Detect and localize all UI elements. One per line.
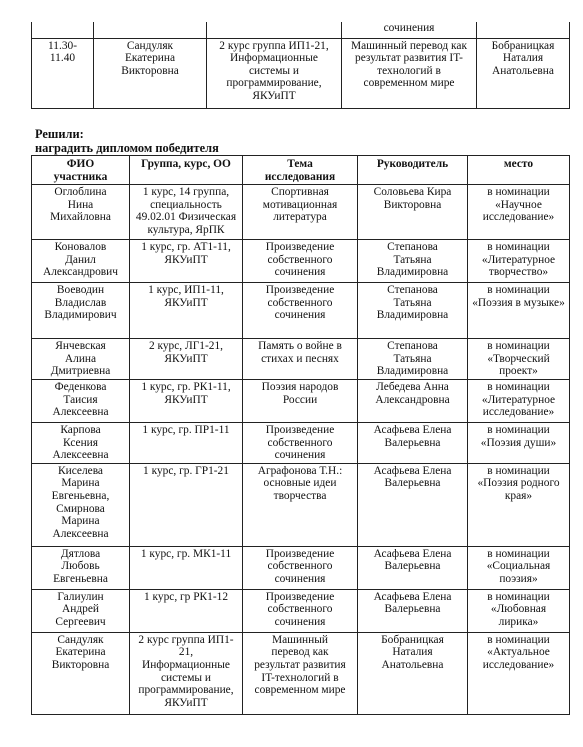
place-cell: в номинации «Литературное исследование» xyxy=(468,379,570,422)
name-cell: Дятлова Любовь Евгеньевна xyxy=(32,546,130,589)
decision-line-2: наградить дипломом победителя xyxy=(35,141,219,155)
supervisor-cell: Степанова Татьяна Владимировна xyxy=(358,283,468,339)
time-cell: 11.30- 11.40 xyxy=(32,38,94,108)
table-row xyxy=(32,546,570,589)
group-cell: 2 курс группа ИП1-21, Информационные системы и программирование, ЯКУиПТ xyxy=(207,38,342,108)
place-cell: в номинации «Творческий проект» xyxy=(468,339,570,380)
supervisor-cell: Лебедева Анна Александровна xyxy=(358,379,468,422)
time-cell xyxy=(32,22,94,38)
table-row xyxy=(32,632,570,714)
place-cell: в номинации «Актуальное исследование» xyxy=(468,632,570,714)
topic-cell: Поэзия народов России xyxy=(243,379,358,422)
topic-cell: Произведение собственного сочинения xyxy=(243,240,358,283)
participant-cell xyxy=(94,22,207,38)
schedule-table-fragment xyxy=(31,22,570,109)
topic-cell: сочинения xyxy=(342,22,477,38)
topic-cell: Произведение собственного сочинения xyxy=(243,589,358,632)
place-cell: в номинации «Поэзия души» xyxy=(468,422,570,463)
topic-cell: Память о войне в стихах и песнях xyxy=(243,339,358,380)
table-row xyxy=(32,339,570,380)
place-cell: в номинации «Литературное творчество» xyxy=(468,240,570,283)
supervisor-cell: Соловьева Кира Викторовна xyxy=(358,185,468,240)
name-cell: Карпова Ксения Алексеевна xyxy=(32,422,130,463)
header-supervisor: Руководитель xyxy=(358,156,468,185)
group-cell: 2 курс, ЛГ1-21, ЯКУиПТ xyxy=(130,339,243,380)
header-place: место xyxy=(468,156,570,185)
name-cell: Коновалов Данил Александрович xyxy=(32,240,130,283)
header-group: Группа, курс, ОО xyxy=(130,156,243,185)
topic-cell: Машинный перевод как результат развития IT- технологий в современном мире xyxy=(342,38,477,108)
place-cell: в номинации «Поэзия родного края» xyxy=(468,463,570,546)
table-row xyxy=(32,463,570,546)
table-header-row xyxy=(32,156,570,185)
group-cell: 1 курс, ИП1-11, ЯКУиПТ xyxy=(130,283,243,339)
name-cell: Феденкова Таисия Алексеевна xyxy=(32,379,130,422)
header-name: ФИО участника xyxy=(32,156,130,185)
group-cell: 1 курс, гр РК1-12 xyxy=(130,589,243,632)
winners-table xyxy=(31,155,570,715)
supervisor-cell xyxy=(477,22,570,38)
table-row xyxy=(32,22,570,38)
group-cell: 2 курс группа ИП1- 21, Информационные системы и программирование, ЯКУиПТ xyxy=(130,632,243,714)
table-row xyxy=(32,379,570,422)
topic-cell: Машинный перевод как результат развития IT-технологий в современном мире xyxy=(243,632,358,714)
supervisor-cell: Асафьева Елена Валерьевна xyxy=(358,422,468,463)
place-cell: в номинации «Поэзия в музыке» xyxy=(468,283,570,339)
place-cell: в номинации «Научное исследование» xyxy=(468,185,570,240)
table-row xyxy=(32,422,570,463)
supervisor-cell: Бобраницкая Наталия Анатольевна xyxy=(358,632,468,714)
group-cell: 1 курс, гр. МК1-11 xyxy=(130,546,243,589)
decision-heading xyxy=(35,127,219,155)
name-cell: Янчевская Алина Дмитриевна xyxy=(32,339,130,380)
place-cell: в номинации «Социальная поэзия» xyxy=(468,546,570,589)
group-cell: 1 курс, гр. ПР1-11 xyxy=(130,422,243,463)
supervisor-cell: Степанова Татьяна Владимировна xyxy=(358,240,468,283)
topic-cell: Аграфонова Т.Н.: основные идеи творчества xyxy=(243,463,358,546)
supervisor-cell: Бобраницкая Наталия Анатольевна xyxy=(477,38,570,108)
topic-cell: Произведение собственного сочинения xyxy=(243,283,358,339)
name-cell: Галиулин Андрей Сергеевич xyxy=(32,589,130,632)
place-cell: в номинации «Любовная лирика» xyxy=(468,589,570,632)
topic-cell: Произведение собственного сочинения xyxy=(243,546,358,589)
group-cell: 1 курс, 14 группа, специальность 49.02.01 Физическая культура, ЯрПК xyxy=(130,185,243,240)
name-cell: Киселева Марина Евгеньевна, Смирнова Марина Алексеевна xyxy=(32,463,130,546)
name-cell: Оглоблина Нина Михайловна xyxy=(32,185,130,240)
supervisor-cell: Степанова Татьяна Владимировна xyxy=(358,339,468,380)
group-cell: 1 курс, гр. РК1-11, ЯКУиПТ xyxy=(130,379,243,422)
topic-cell: Произведение собственного сочинения xyxy=(243,422,358,463)
table-row xyxy=(32,38,570,108)
participant-cell: Сандуляк Екатерина Викторовна xyxy=(94,38,207,108)
name-cell: Сандуляк Екатерина Викторовна xyxy=(32,632,130,714)
decision-line-1: Решили: xyxy=(35,127,84,141)
name-cell: Воеводин Владислав Владимирович xyxy=(32,283,130,339)
table-row xyxy=(32,185,570,240)
header-topic: Тема исследования xyxy=(243,156,358,185)
table-row xyxy=(32,240,570,283)
topic-cell: Спортивная мотивационная литература xyxy=(243,185,358,240)
group-cell: 1 курс, гр. ГР1-21 xyxy=(130,463,243,546)
table-row xyxy=(32,283,570,339)
table-row xyxy=(32,589,570,632)
group-cell: 1 курс, гр. АТ1-11, ЯКУиПТ xyxy=(130,240,243,283)
supervisor-cell: Асафьева Елена Валерьевна xyxy=(358,589,468,632)
supervisor-cell: Асафьева Елена Валерьевна xyxy=(358,546,468,589)
supervisor-cell: Асафьева Елена Валерьевна xyxy=(358,463,468,546)
group-cell xyxy=(207,22,342,38)
